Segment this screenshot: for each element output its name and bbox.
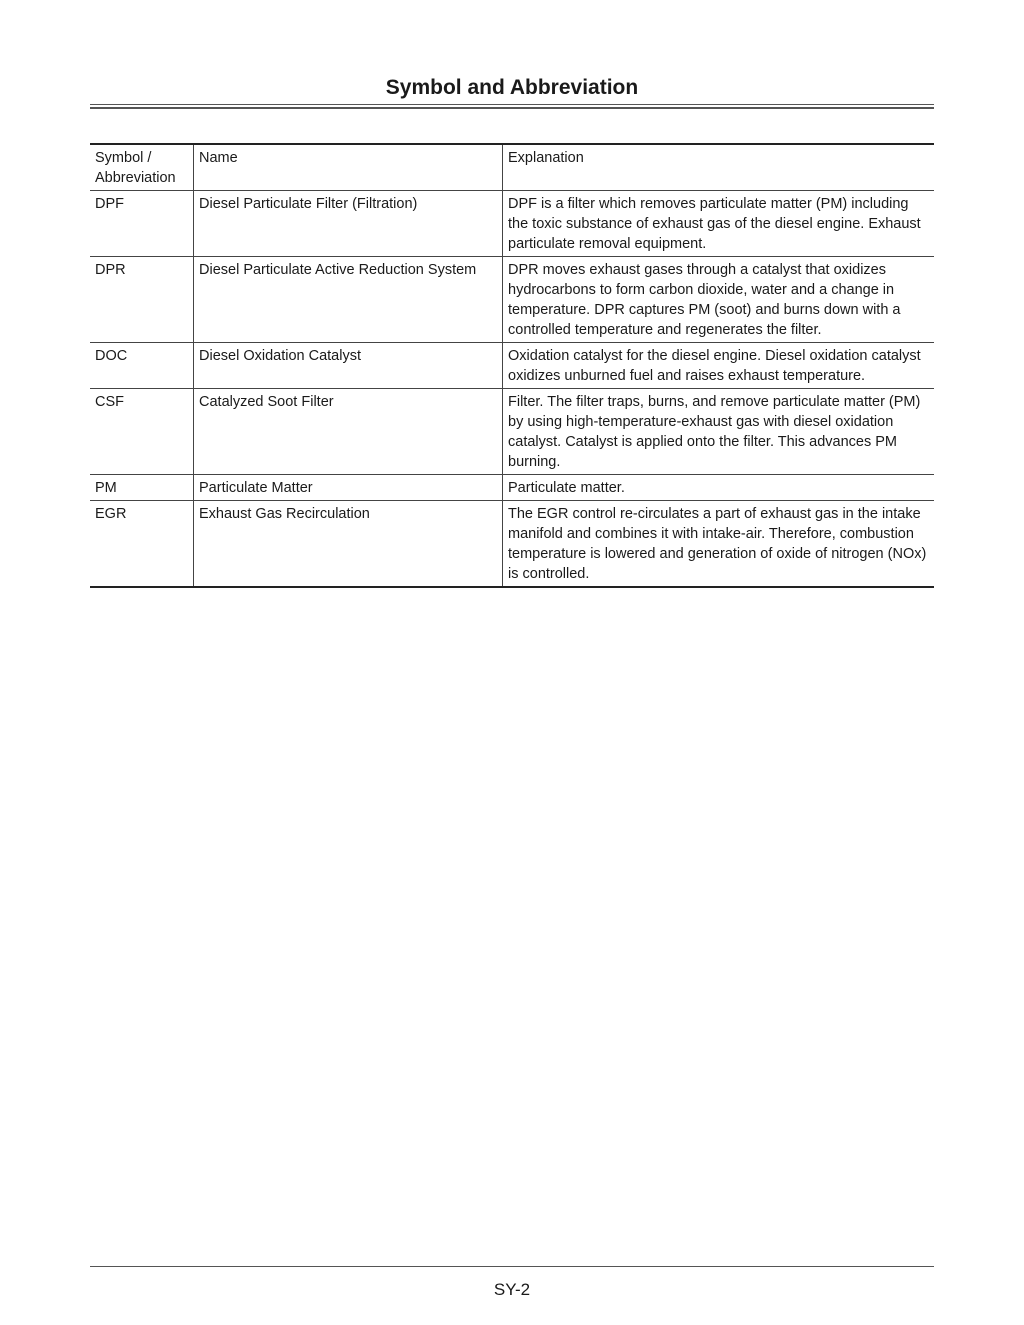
cell-explanation: Filter. The filter traps, burns, and remove particulate matter (PM) by using high-temperature-exhaust gas with diesel oxidation catalyst. Catalyst is applied onto the filter. This advances PM burning.: [503, 389, 935, 475]
table-header-row: [90, 144, 934, 191]
table-row: [90, 257, 934, 343]
cell-explanation: DPF is a filter which removes particulate matter (PM) including the toxic substance of exhaust gas of the diesel engine. Exhaust particulate removal equipment.: [503, 191, 935, 257]
cell-symbol: DOC: [90, 343, 194, 389]
cell-explanation: The EGR control re-circulates a part of exhaust gas in the intake manifold and combines it with intake-air. Therefore, combustion temperature is lowered and generation of oxide of nitrogen (NOx) is controlled.: [503, 501, 935, 588]
table-row: [90, 191, 934, 257]
cell-name: Catalyzed Soot Filter: [194, 389, 503, 475]
header-symbol: Symbol / Abbreviation: [90, 144, 194, 191]
cell-explanation: Particulate matter.: [503, 475, 935, 501]
cell-explanation: DPR moves exhaust gases through a catalyst that oxidizes hydrocarbons to form carbon dioxide, water and a change in temperature. DPR captures PM (soot) and burns down with a controlled temperature and regenerates the filter.: [503, 257, 935, 343]
page-title: Symbol and Abbreviation: [385, 76, 639, 99]
cell-explanation: Oxidation catalyst for the diesel engine. Diesel oxidation catalyst oxidizes unburned fuel and raises exhaust temperature.: [503, 343, 935, 389]
table-row: [90, 389, 934, 475]
cell-name: Diesel Oxidation Catalyst: [194, 343, 503, 389]
cell-symbol: CSF: [90, 389, 194, 475]
cell-symbol: DPF: [90, 191, 194, 257]
table-row: [90, 475, 934, 501]
abbreviation-table: [90, 143, 934, 588]
cell-name: Diesel Particulate Active Reduction System: [194, 257, 503, 343]
cell-name: Diesel Particulate Filter (Filtration): [194, 191, 503, 257]
table-row: [90, 343, 934, 389]
page-number: SY-2: [493, 1280, 531, 1299]
cell-symbol: DPR: [90, 257, 194, 343]
table-row: [90, 501, 934, 588]
header-explanation: Explanation: [508, 150, 584, 166]
cell-symbol: EGR: [90, 501, 194, 588]
cell-name: Exhaust Gas Recirculation: [194, 501, 503, 588]
cell-name: Particulate Matter: [194, 475, 503, 501]
footer-rule: [90, 1266, 934, 1267]
header-name: Name: [194, 144, 503, 191]
cell-symbol: PM: [90, 475, 194, 501]
title-rule: [90, 104, 934, 109]
